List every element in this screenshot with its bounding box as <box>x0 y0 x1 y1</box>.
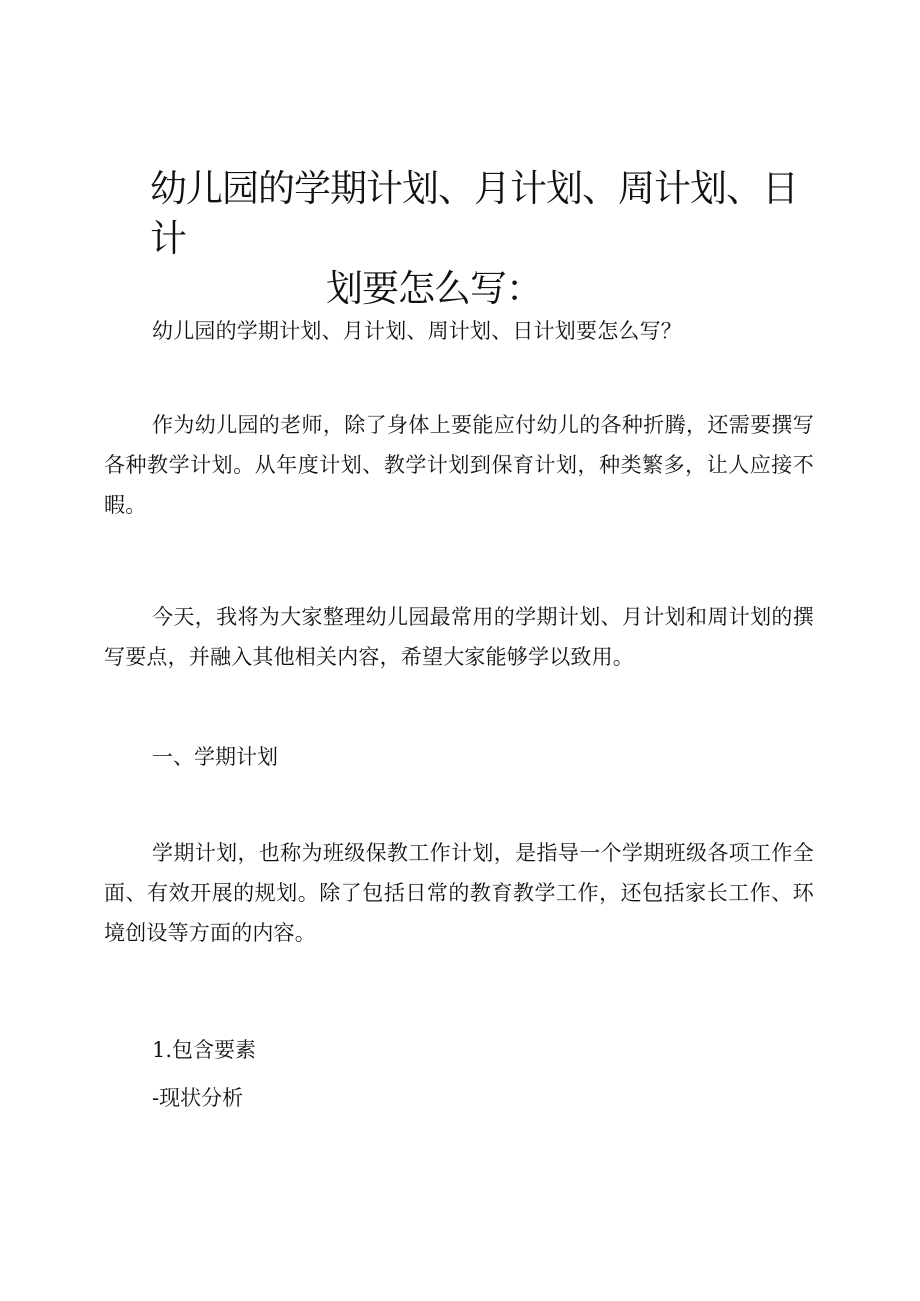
list-item-1: -现状分析 <box>152 1086 244 1110</box>
paragraph-3: 学期计划，也称为班级保教工作计划，是指导一个学期班级各项工作全面、有效开展的规划。除了包括日常的教育教学工作，还包括家长工作、环境创设等方面的内容。 <box>104 841 814 945</box>
subheading-1: 1.包含要素 <box>152 1038 257 1062</box>
document-title <box>150 164 830 314</box>
title-line-2: 划要怎么写： <box>326 267 542 310</box>
paragraph-2: 今天，我将为大家整理幼儿园最常用的学期计划、月计划和周计划的撰写要点，并融入其他相关内容，希望大家能够学以致用。 <box>104 605 814 669</box>
title-line-1: 幼儿园的学期计划、月计划、周计划、日计 <box>150 167 798 260</box>
section-heading-1: 一、学期计划 <box>152 745 278 769</box>
paragraph-1: 作为幼儿园的老师，除了身体上要能应付幼儿的各种折腾，还需要撰写各种教学计划。从年度计划、教学计划到保育计划，种类繁多，让人应接不暇。 <box>104 413 814 517</box>
intro-question: 幼儿园的学期计划、月计划、周计划、日计划要怎么写？ <box>152 319 682 343</box>
